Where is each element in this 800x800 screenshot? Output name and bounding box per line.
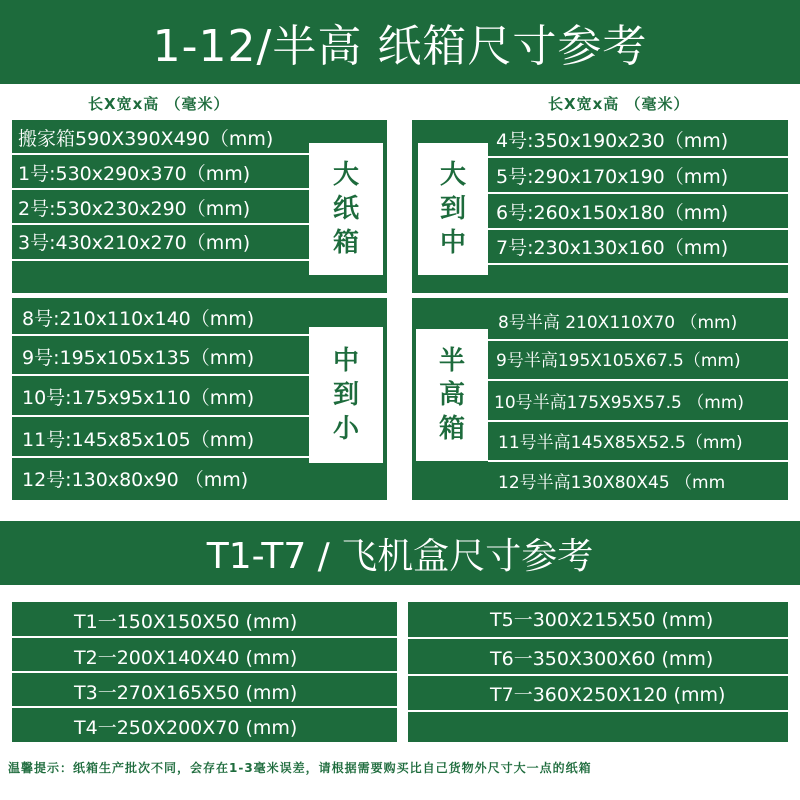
- size-row: 10号:175x95x110（mm): [22, 386, 255, 409]
- main-title-bar: [0, 0, 800, 84]
- size-row: 3号:430x210x270（mm): [18, 231, 251, 254]
- airplane-size-row: T1一150X150X50 (mm): [74, 610, 298, 633]
- row-divider: [408, 637, 788, 639]
- size-row: 6号:260x150x180（mm): [496, 201, 729, 224]
- size-row: 1号:530x290x370（mm): [18, 162, 251, 185]
- airplane-size-row: T7一360X250X120 (mm): [490, 683, 726, 706]
- size-row: 12号半高130X80X45 （mm: [498, 472, 726, 493]
- row-divider: [488, 228, 788, 230]
- airplane-size-row: T2一200X140X40 (mm): [74, 646, 298, 669]
- size-row: 搬家箱590X390X490（mm): [18, 127, 274, 150]
- row-divider: [488, 420, 788, 422]
- row-divider: [488, 192, 788, 194]
- size-row: 11号:145x85x105（mm): [22, 428, 255, 451]
- badge-large-to-medium: 大 到 中: [418, 143, 488, 275]
- badge-large-box: 大 纸 箱: [309, 143, 383, 275]
- row-divider: [408, 710, 788, 712]
- row-divider: [488, 339, 788, 341]
- footer-tip: 温馨提示：纸箱生产批次不同，会存在1-3毫米误差，请根据需要购买比自己货物外尺寸大一点的纸箱: [8, 760, 592, 775]
- size-row: 10号半高175X95X57.5 （mm): [494, 392, 745, 413]
- size-row: 9号:195x105x135（mm): [22, 346, 255, 369]
- badge-half-height: 半 高 箱: [416, 329, 488, 461]
- size-row: 2号:530x230x290（mm): [18, 197, 251, 220]
- size-row: 7号:230x130x160（mm): [496, 236, 729, 259]
- row-divider: [12, 188, 310, 190]
- airplane-size-row: T4一250X200X70 (mm): [74, 716, 298, 739]
- row-divider: [12, 456, 310, 458]
- row-divider: [12, 636, 397, 638]
- row-divider: [488, 460, 788, 462]
- left-unit-header: 长X宽x高 （毫米）: [88, 95, 230, 113]
- main-title: 1-12/半高 纸箱尺寸参考: [152, 21, 648, 72]
- row-divider: [12, 223, 310, 225]
- row-divider: [12, 374, 310, 376]
- size-row: 12号:130x80x90 （mm): [22, 468, 249, 491]
- size-row: 8号:210x110x140（mm): [22, 307, 255, 330]
- row-divider: [12, 671, 397, 673]
- airplane-size-row: T6一350X300X60 (mm): [490, 647, 714, 670]
- badge-medium-to-small: 中 到 小: [309, 327, 383, 463]
- size-row: 4号:350x190x230（mm): [496, 129, 729, 152]
- row-divider: [12, 706, 397, 708]
- size-row: 5号:290x170x190（mm): [496, 165, 729, 188]
- airplane-size-row: T5一300X215X50 (mm): [490, 608, 714, 631]
- right-unit-header: 长X宽x高 （毫米）: [548, 95, 690, 113]
- size-row: 8号半高 210X110X70 （mm): [498, 312, 738, 333]
- row-divider: [488, 263, 788, 265]
- row-divider: [488, 156, 788, 158]
- row-divider: [12, 153, 310, 155]
- size-row: 9号半高195X105X67.5（mm): [496, 350, 741, 371]
- row-divider: [12, 334, 310, 336]
- row-divider: [12, 415, 310, 417]
- row-divider: [488, 379, 788, 381]
- row-divider: [12, 259, 310, 261]
- airplane-box-title-bar: [0, 521, 800, 585]
- airplane-size-row: T3一270X165X50 (mm): [74, 681, 298, 704]
- row-divider: [408, 674, 788, 676]
- size-row: 11号半高145X85X52.5（mm): [498, 432, 743, 453]
- airplane-box-title: T1-T7 / 飞机盒尺寸参考: [206, 535, 594, 577]
